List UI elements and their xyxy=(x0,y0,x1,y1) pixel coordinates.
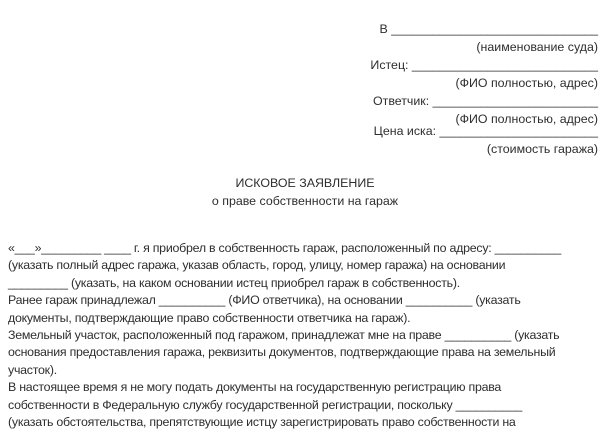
body-line: собственности в Федеральную службу государственной регистрации, поскольку __________ xyxy=(8,397,523,412)
body-line: документы, подтверждающие право собственности ответчика на гараж). xyxy=(8,310,411,325)
defendant-line: Ответчик: ________________________ xyxy=(373,94,598,108)
body-line: В настоящее время я не могу подать документы на государственную регистрацию права xyxy=(8,380,502,395)
body-line: _________ (указать, на каком основании истец приобрел гараж в собственность). xyxy=(8,275,460,290)
court-line: В ______________________________ xyxy=(379,22,598,36)
court-caption: (наименование суда) xyxy=(476,40,598,54)
defendant-caption: (ФИО полностью, адрес) xyxy=(455,112,598,126)
body-line: основания предоставления гаража, реквизиты документов, подтверждающие права на земельный xyxy=(8,345,556,360)
body-line: Ранее гараж принадлежал __________ (ФИО ответчика), на основании __________ (указать xyxy=(8,293,521,308)
body-line: участок). xyxy=(8,362,57,377)
body-line: «___»_________ ____ г. я приобрел в собственность гараж, расположенный по адресу: __________ xyxy=(8,241,562,255)
plaintiff-caption: (ФИО полностью, адрес) xyxy=(455,76,598,90)
document-title: ИСКОВОЕ ЗАЯВЛЕНИЕ xyxy=(235,176,375,190)
claim-price-line: Цена иска: _______________________ xyxy=(373,124,598,138)
document-body xyxy=(8,240,608,431)
plaintiff-line: Истец: ___________________________ xyxy=(370,58,598,72)
claim-price-caption: (стоимость гаража) xyxy=(486,142,598,156)
body-line: (указать полный адрес гаража, указав область, город, улицу, номер гаража) на основании xyxy=(8,258,506,273)
body-line: Земельный участок, расположенный под гаражом, принадлежат мне на праве __________ (указать xyxy=(8,327,560,342)
body-line: (указать обстоятельства, препятствующие истцу зарегистрировать право собственности на xyxy=(8,414,516,429)
document-subtitle: о праве собственности на гараж xyxy=(211,194,399,208)
